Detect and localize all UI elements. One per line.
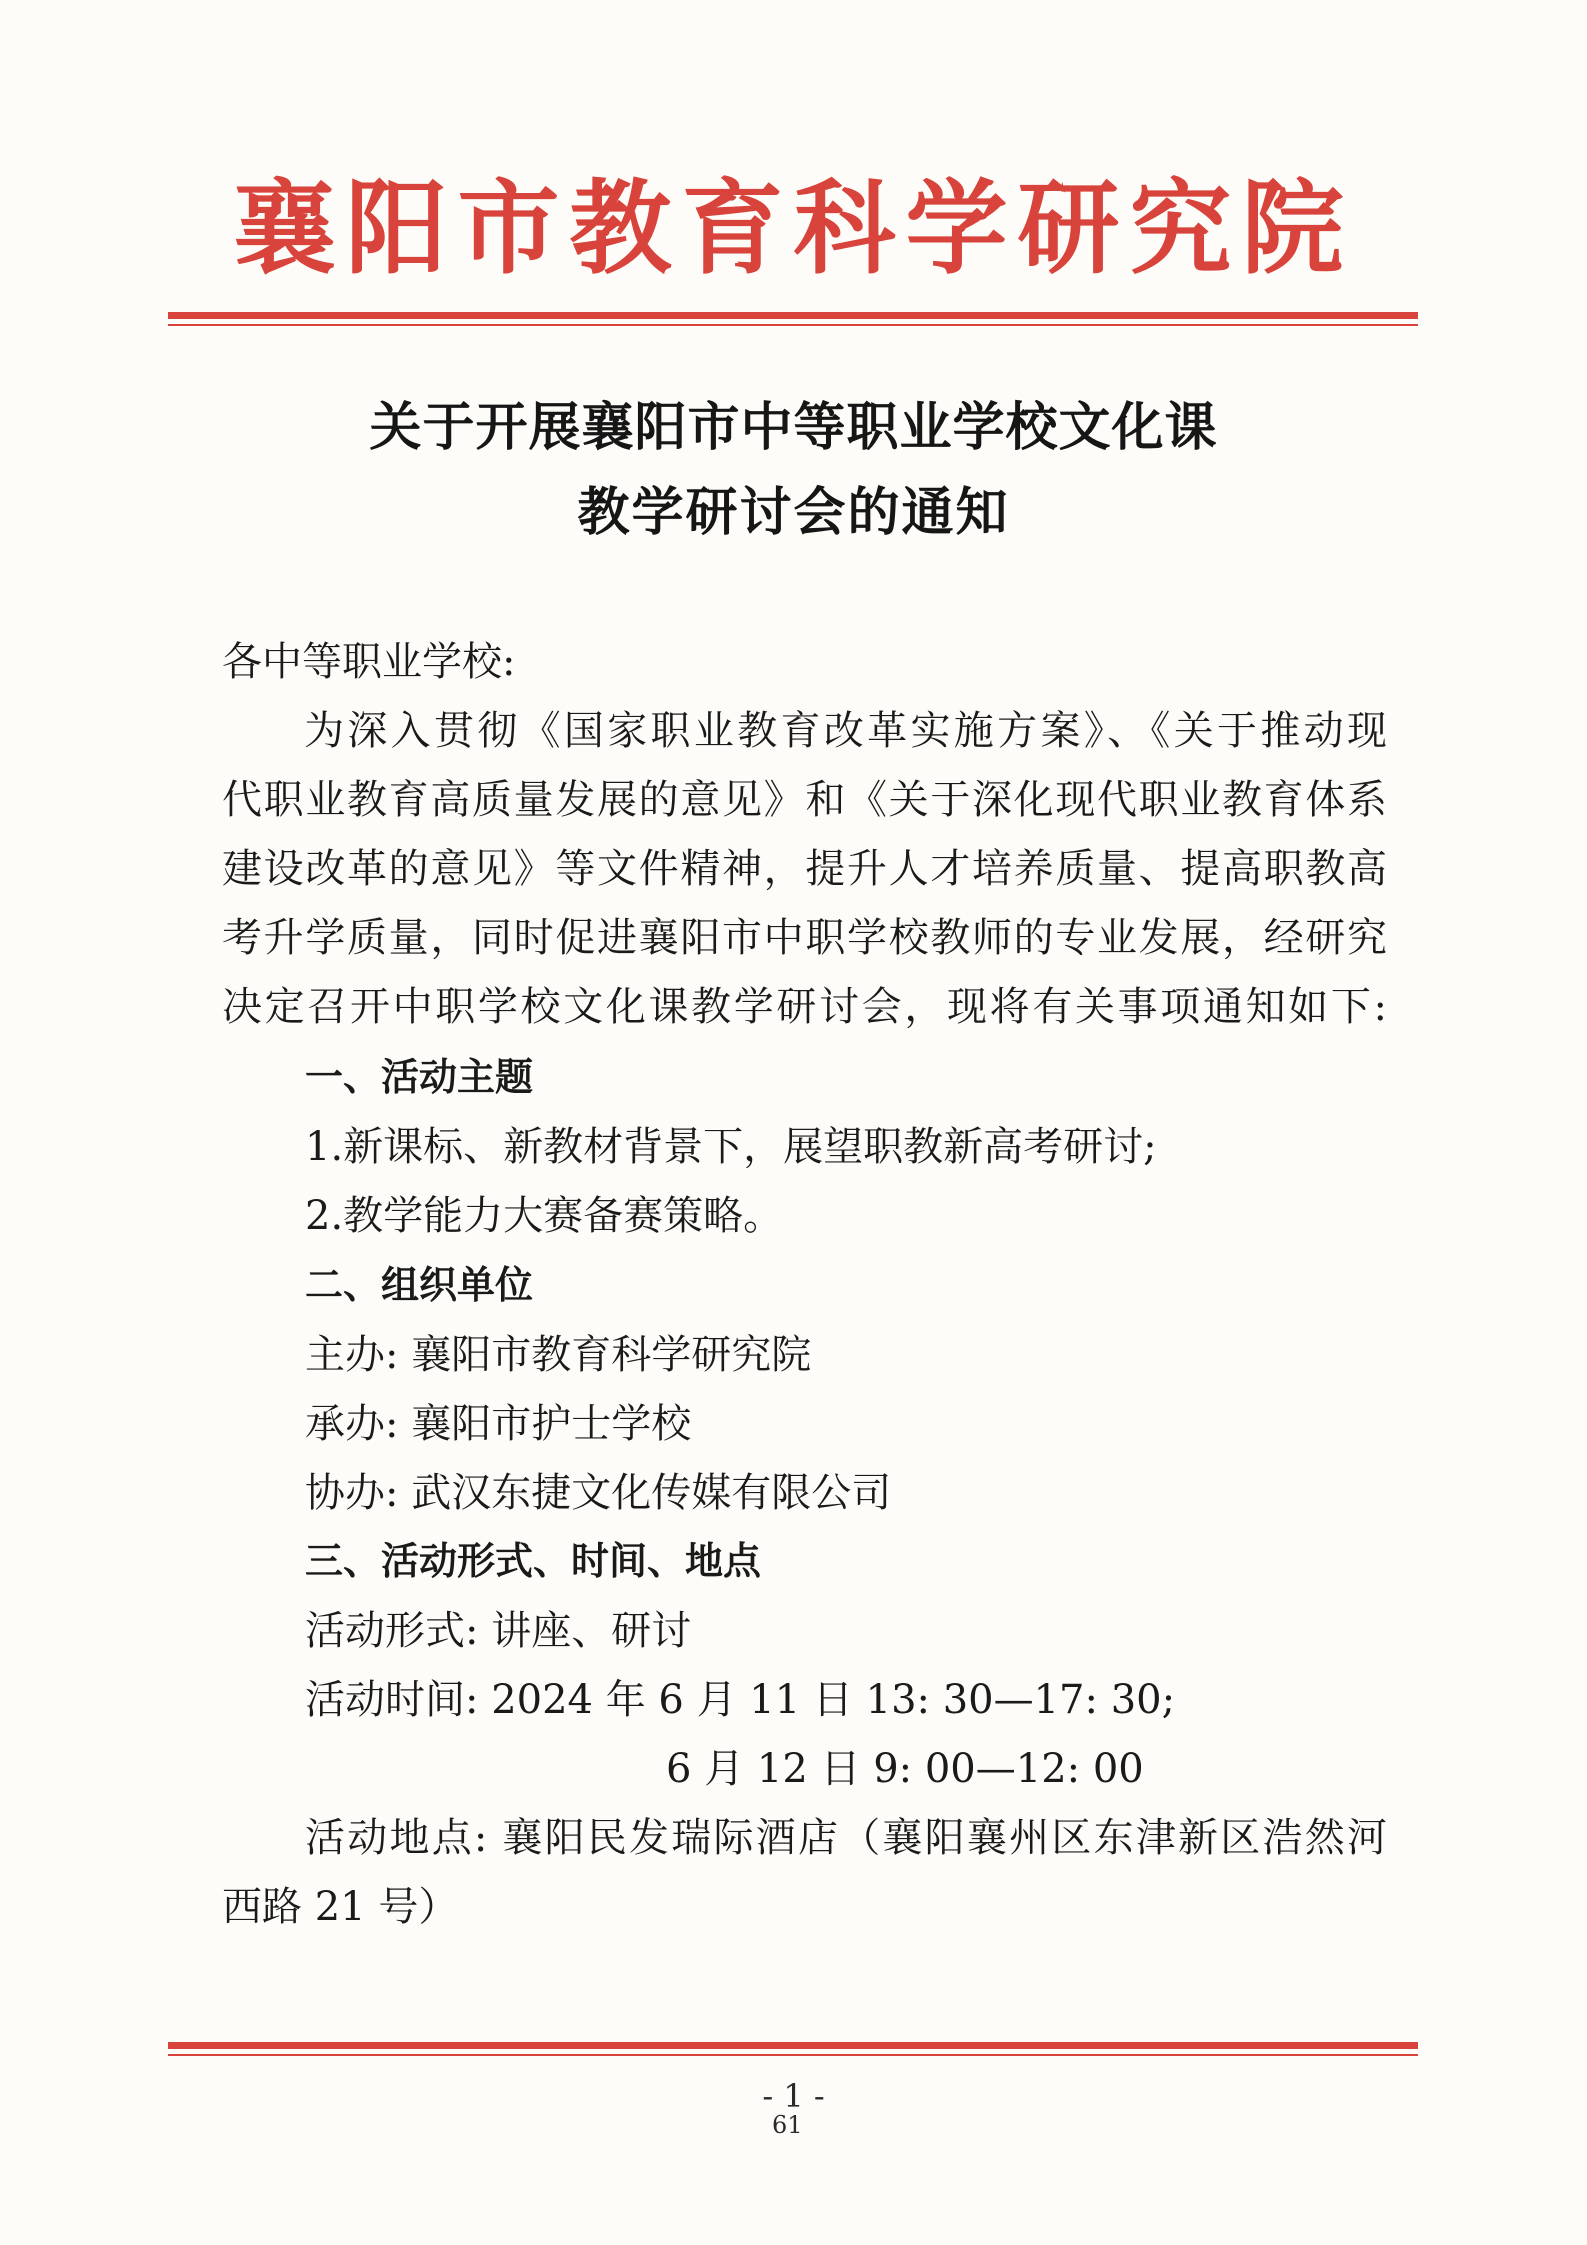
co-organizer-unit: 协办: 武汉东捷文化传媒有限公司 — [305, 1470, 892, 1516]
intro-line-3: 建设改革的意见》等文件精神，提升人才培养质量、提高职教高 — [222, 846, 1387, 892]
section-2-heading: 二、组织单位 — [305, 1263, 534, 1307]
section-3-heading: 三、活动形式、时间、地点 — [305, 1539, 762, 1583]
activity-venue-line-1: 活动地点: 襄阳民发瑞际酒店（襄阳襄州区东津新区浩然河 — [305, 1815, 1387, 1861]
salutation: 各中等职业学校: — [222, 639, 516, 685]
divider-thin-line — [168, 324, 1418, 326]
activity-time-day-1: 活动时间: 2024 年 6 月 11 日 13: 30—17: 30; — [305, 1677, 1176, 1723]
page-code: 61 — [772, 2111, 803, 2139]
footer-divider-thick-line — [168, 2042, 1418, 2049]
activity-time-day-2: 6 月 12 日 9: 00—12: 00 — [666, 1746, 1144, 1792]
footer-divider — [168, 2042, 1418, 2056]
intro-line-1: 为深入贯彻《国家职业教育改革实施方案》、《关于推动现 — [304, 708, 1387, 754]
divider-thick-line — [168, 312, 1418, 319]
letterhead-divider — [168, 312, 1418, 326]
intro-line-5: 决定召开中职学校文化课教学研讨会，现将有关事项通知如下: — [222, 984, 1387, 1030]
activity-venue-line-2: 西路 21 号） — [222, 1884, 459, 1930]
footer-divider-thin-line — [168, 2054, 1418, 2056]
organizer-unit: 承办: 襄阳市护士学校 — [305, 1401, 692, 1447]
page-number: - 1 - — [762, 2077, 825, 2115]
notice-title-line-1: 关于开展襄阳市中等职业学校文化课 — [369, 397, 1218, 458]
activity-form: 活动形式: 讲座、研讨 — [305, 1608, 692, 1654]
section-1-heading: 一、活动主题 — [305, 1055, 534, 1099]
host-unit: 主办: 襄阳市教育科学研究院 — [305, 1332, 812, 1378]
section-1-item-2: 2.教学能力大赛备赛策略。 — [305, 1193, 784, 1239]
section-1-item-1: 1.新课标、新教材背景下，展望职教新高考研讨; — [305, 1124, 1157, 1170]
letterhead-org-name: 襄阳市教育科学研究院 — [233, 169, 1354, 289]
intro-line-2: 代职业教育高质量发展的意见》和《关于深化现代职业教育体系 — [222, 777, 1387, 823]
intro-line-4: 考升学质量，同时促进襄阳市中职学校教师的专业发展，经研究 — [222, 915, 1387, 961]
notice-title-line-2: 教学研讨会的通知 — [577, 482, 1010, 543]
